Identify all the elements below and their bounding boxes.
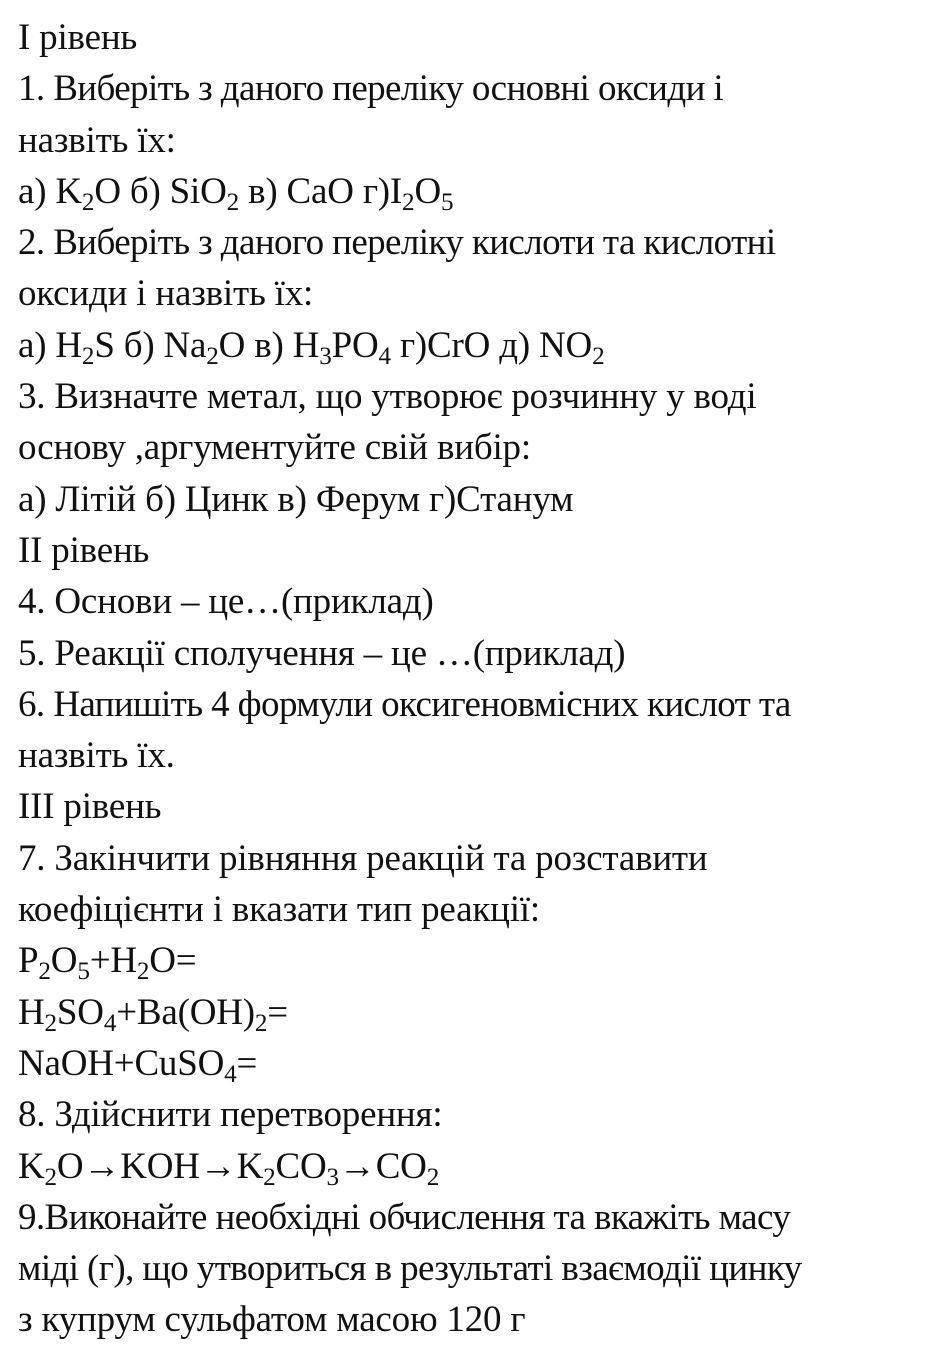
worksheet-text [18, 12, 933, 1346]
subscript: 5 [440, 188, 454, 216]
text-line [18, 1089, 933, 1140]
subscript: 4 [103, 1009, 117, 1037]
text-segment: 9.Виконайте необхідні обчислення та вкажіть масу [18, 1196, 791, 1238]
subscript: 3 [319, 342, 332, 370]
text-segment: O б) SiO [94, 170, 227, 212]
subscript: 2 [206, 342, 219, 370]
text-segment: O= [149, 940, 197, 982]
subscript: 5 [77, 958, 90, 986]
text-segment: +Ba(OH) [116, 991, 255, 1033]
subscript: 2 [81, 342, 95, 370]
text-line [18, 12, 933, 63]
text-segment: 6. Напишіть 4 формули оксигеновмісних кислот та [18, 683, 791, 725]
text-line [18, 63, 933, 114]
text-segment: H [18, 991, 45, 1033]
subscript: 2 [226, 188, 240, 216]
text-line [18, 1038, 933, 1089]
subscript: 2 [592, 342, 605, 370]
text-segment: І рівень [18, 17, 138, 58]
text-segment: 1. Виберіть з даного переліку основні оксиди і [18, 68, 724, 110]
text-segment: +H [89, 940, 137, 982]
text-segment: P [18, 940, 39, 982]
text-segment: а) H [18, 324, 82, 366]
text-segment: в) CaO г)I [239, 170, 403, 212]
subscript: 2 [254, 1009, 268, 1037]
text-segment: CO [275, 1145, 327, 1187]
text-segment: S б) Na [94, 324, 207, 366]
subscript: 2 [426, 1163, 440, 1191]
text-line [18, 217, 933, 268]
text-line [18, 268, 933, 319]
text-line [18, 628, 933, 679]
text-segment: NaOH+CuSO [18, 1042, 225, 1084]
text-segment: г)CrO д) NO [390, 324, 593, 366]
text-line [18, 833, 933, 884]
text-segment: ІІІ рівень [18, 786, 162, 828]
text-line [18, 730, 933, 781]
text-segment: SO [56, 991, 104, 1033]
text-line [18, 422, 933, 473]
text-line [18, 115, 933, 166]
subscript: 2 [81, 188, 95, 216]
text-segment: а) Літій б) Цинк в) Ферум г)Станум [18, 478, 574, 520]
subscript: 2 [402, 188, 415, 216]
text-segment: O [50, 940, 78, 982]
text-line [18, 884, 933, 935]
text-segment: K [18, 1145, 45, 1187]
text-line [18, 166, 933, 217]
text-segment: з купрум сульфатом масою 120 г [18, 1299, 526, 1341]
text-segment: назвіть їх: [18, 119, 176, 161]
text-line [18, 576, 933, 627]
subscript: 4 [378, 342, 391, 370]
text-segment: коефіцієнти і вказати тип реакції: [18, 889, 540, 931]
text-line [18, 525, 933, 576]
text-segment: основу ,аргументуйте свій вибір: [18, 427, 531, 469]
text-segment: назвіть їх. [18, 735, 175, 777]
text-line [18, 781, 933, 832]
text-line [18, 474, 933, 525]
text-line [18, 987, 933, 1038]
text-segment: міді (г), що утвориться в результаті взаємодії цинку [18, 1248, 802, 1290]
text-segment: 3. Визначте метал, що утворює розчинну у воді [18, 376, 757, 418]
text-line [18, 371, 933, 422]
text-segment: ІІ рівень [18, 529, 150, 571]
text-line [18, 320, 933, 371]
subscript: 3 [326, 1163, 339, 1191]
subscript: 4 [224, 1060, 237, 1088]
subscript: 2 [136, 958, 150, 986]
text-segment: 8. Здійснити перетворення: [18, 1094, 443, 1136]
text-segment: 4. Основи – це…(приклад) [18, 581, 434, 623]
text-segment: O в) H [218, 324, 320, 366]
text-segment: 2. Виберіть з даного переліку кислоти та кислотні [18, 222, 776, 264]
text-segment: оксиди і назвіть їх: [18, 273, 314, 315]
text-line [18, 1243, 933, 1294]
text-line [18, 1192, 933, 1243]
text-segment: O→KOH→K [56, 1145, 264, 1187]
text-segment: PO [331, 324, 379, 366]
text-segment: 5. Реакції сполучення – це …(приклад) [18, 632, 626, 674]
text-segment: = [267, 991, 288, 1033]
subscript: 2 [263, 1163, 276, 1191]
text-segment: O [414, 170, 441, 212]
text-line [18, 1141, 933, 1192]
subscript: 2 [44, 1009, 57, 1037]
text-line [18, 679, 933, 730]
text-line [18, 935, 933, 986]
subscript: 2 [44, 1163, 57, 1191]
text-segment: = [236, 1042, 258, 1084]
text-line [18, 1294, 933, 1345]
text-segment: 7. Закінчити рівняння реакцій та розставити [18, 837, 708, 879]
subscript: 2 [38, 958, 51, 986]
text-segment: →CO [338, 1145, 427, 1187]
text-segment: а) K [18, 170, 82, 212]
